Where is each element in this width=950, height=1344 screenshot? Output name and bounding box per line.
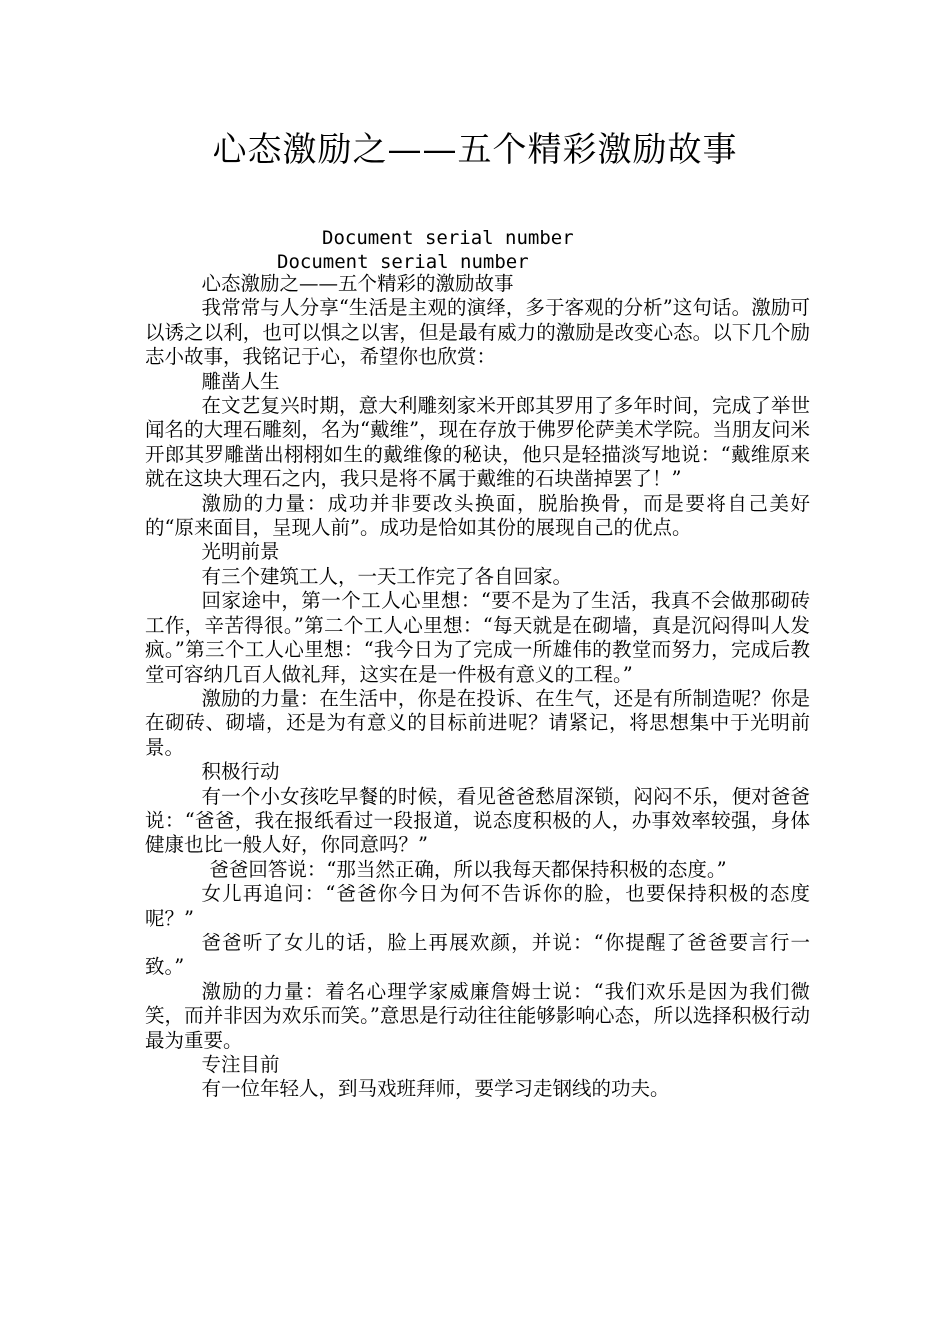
story-paragraph: 回家途中，第一个工人心里想：“要不是为了生活，我真不会做那砌砖工作，辛苦得很。”第二个工人心里想：“每天就是在砌墙，真是沉闷得叫人发疯。”第三个工人心里想：“我今日为了完成一所雄伟的教堂而努力，完成后教堂可容纳几百人做礼拜，这实在是一件极有意义的工程。” — [145, 589, 810, 686]
serial-number-line-2: Document serial number — [277, 251, 529, 273]
story-paragraph: 在文艺复兴时期，意大利雕刻家米开郎其罗用了多年时间，完成了举世闻名的大理石雕刻，名为“戴维”，现在存放于佛罗伦萨美术学院。当朋友问米开郎其罗雕凿出栩栩如生的戴维像的秘诀，他只是轻描淡写地说：“戴维原来就在这块大理石之内，我只是将不属于戴维的石块凿掉罢了！” — [145, 394, 810, 491]
serial-number-line-1: Document serial number — [322, 227, 574, 249]
section-heading-positive-action: 积极行动 — [201, 760, 280, 784]
story-paragraph: 有三个建筑工人，一天工作完了各自回家。 — [201, 564, 573, 588]
lesson-paragraph: 激励的力量：在生活中，你是在投诉、在生气，还是有所制造呢？你是在砌砖、砌墙，还是为有意义的目标前进呢？请紧记，将思想集中于光明前景。 — [145, 686, 810, 759]
story-paragraph: 有一位年轻人，到马戏班拜师，要学习走钢线的功夫。 — [201, 1077, 670, 1101]
story-paragraph: 有一个小女孩吃早餐的时候，看见爸爸愁眉深锁，闷闷不乐，便对爸爸说：“爸爸，我在报纸看过一段报道，说态度积极的人，办事效率较强，身体健康也比一般人好，你同意吗？” — [145, 784, 810, 857]
subtitle-paragraph: 心态激励之——五个精彩的激励故事 — [201, 272, 514, 295]
document-title: 心态激励之——五个精彩激励故事 — [212, 130, 738, 170]
story-paragraph: 爸爸听了女儿的话，脸上再展欢颜，并说：“你提醒了爸爸要言行一致。” — [145, 930, 810, 979]
lesson-paragraph: 激励的力量：成功并非要改头换面，脱胎换骨，而是要将自己美好的“原来面目，呈现人前”。成功是恰如其份的展现自己的优点。 — [145, 491, 810, 540]
intro-paragraph: 我常常与人分享“生活是主观的演绎，多于客观的分析”这句话。激励可以诱之以利，也可以惧之以害，但是最有威力的激励是改变心态。以下几个励志小故事，我铭记于心，希望你也欣赏： — [145, 296, 810, 369]
document-body — [145, 272, 810, 1102]
section-heading-bright-future: 光明前景 — [201, 540, 280, 564]
story-paragraph: 爸爸回答说：“那当然正确，所以我每天都保持积极的态度。” — [209, 857, 727, 881]
story-paragraph: 女儿再追问：“爸爸你今日为何不告诉你的脸，也要保持积极的态度呢？” — [145, 882, 810, 930]
lesson-paragraph: 激励的力量：着名心理学家威廉詹姆士说：“我们欢乐是因为我们微笑，而并非因为欢乐而笑。”意思是行动往往能够影响心态，所以选择积极行动最为重要。 — [145, 979, 810, 1052]
section-heading-carving: 雕凿人生 — [201, 369, 280, 393]
section-heading-focus-present: 专注目前 — [201, 1053, 280, 1076]
